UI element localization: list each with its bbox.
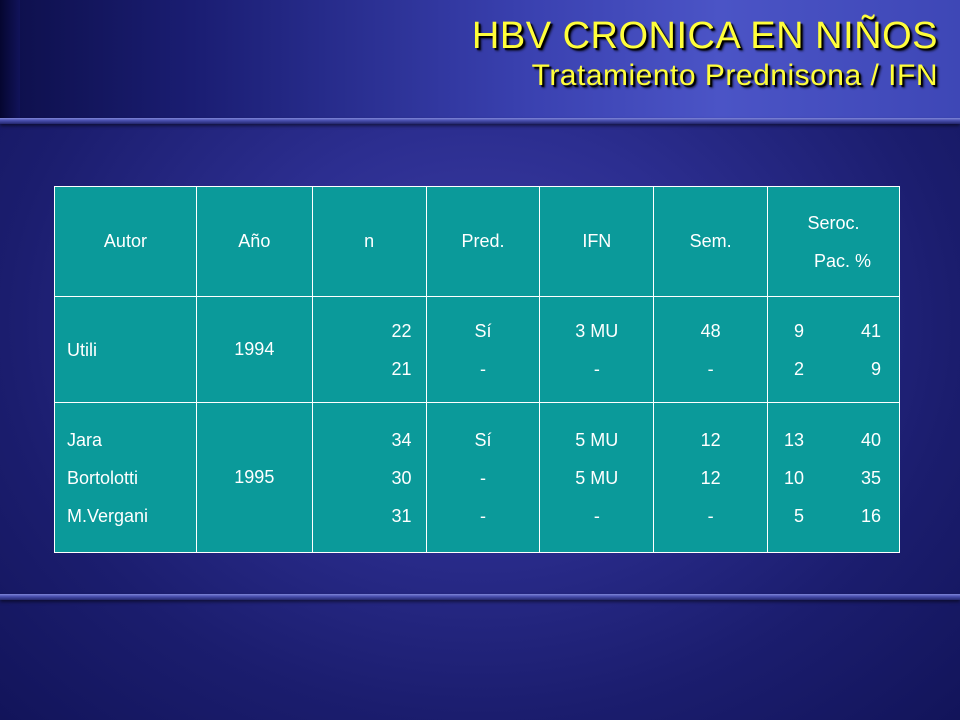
seroc-pct: 9 [870,358,881,379]
cell-ifn [540,297,654,403]
header-n: n [312,187,426,297]
header-seroc [768,187,900,297]
n-value: 34 [391,429,412,450]
seroc-pac: 2 [794,358,805,379]
header-autor: Autor [55,187,197,297]
cell-pred [426,297,540,403]
sem-value: - [707,358,714,379]
seroc-pct: 40 [860,429,881,450]
cell-ifn [540,403,654,553]
sem-value: 12 [700,429,721,450]
pred-value: Sí [474,429,492,450]
ifn-value: - [593,505,600,526]
seroc-pct: 35 [860,467,881,488]
pred-value: - [479,467,486,488]
ifn-value: 5 MU [575,467,619,488]
cell-autor [55,403,197,553]
seroc-pac: 10 [784,467,805,488]
n-value: 30 [391,467,412,488]
top-divider [0,118,960,124]
seroc-line [768,459,899,497]
seroc-pac: 9 [794,320,805,341]
cell-ano: 1994 [196,297,312,403]
header-pred: Pred. [426,187,540,297]
n-value: 21 [391,358,412,379]
ifn-value: 5 MU [575,429,619,450]
cell-autor [55,297,197,403]
bottom-divider [0,594,960,600]
slide-title: HBV CRONICA EN NIÑOS [471,15,938,57]
slide-title-block [472,14,938,94]
header-ifn: IFN [540,187,654,297]
cell-n [312,297,426,403]
cell-ano: 1995 [196,403,312,553]
header-sem: Sem. [654,187,768,297]
table-row [55,297,900,403]
header-seroc-line2: Pac. % [814,250,872,271]
n-value: 31 [391,505,412,526]
header-ano: Año [196,187,312,297]
pred-value: Sí [474,320,492,341]
seroc-line [768,312,899,350]
autor-name: Jara [67,429,103,450]
sem-value: 12 [700,467,721,488]
table-header-row [55,187,900,297]
sem-value: 48 [700,320,721,341]
sem-value: - [707,505,714,526]
cell-sem [654,403,768,553]
header-seroc-line1: Seroc. [807,212,860,233]
cell-seroc [768,403,900,553]
cell-pred [426,403,540,553]
autor-name: Utili [67,339,97,360]
autor-name: M.Vergani [67,505,149,526]
seroc-pac: 5 [794,505,805,526]
pred-value: - [479,505,486,526]
slide-subtitle: Tratamiento Prednisona / IFN [531,59,938,92]
table-row [55,403,900,553]
pred-value: - [479,358,486,379]
seroc-line [768,497,899,535]
seroc-line [768,421,899,459]
seroc-pct: 41 [860,320,881,341]
autor-name: Bortolotti [67,467,139,488]
seroc-pac: 13 [784,429,805,450]
cell-n [312,403,426,553]
title-band-shade [0,0,20,120]
results-table [54,186,900,553]
n-value: 22 [391,320,412,341]
seroc-line [768,350,899,388]
ifn-value: - [593,358,600,379]
seroc-pct: 16 [860,505,881,526]
cell-sem [654,297,768,403]
cell-seroc [768,297,900,403]
ifn-value: 3 MU [575,320,619,341]
